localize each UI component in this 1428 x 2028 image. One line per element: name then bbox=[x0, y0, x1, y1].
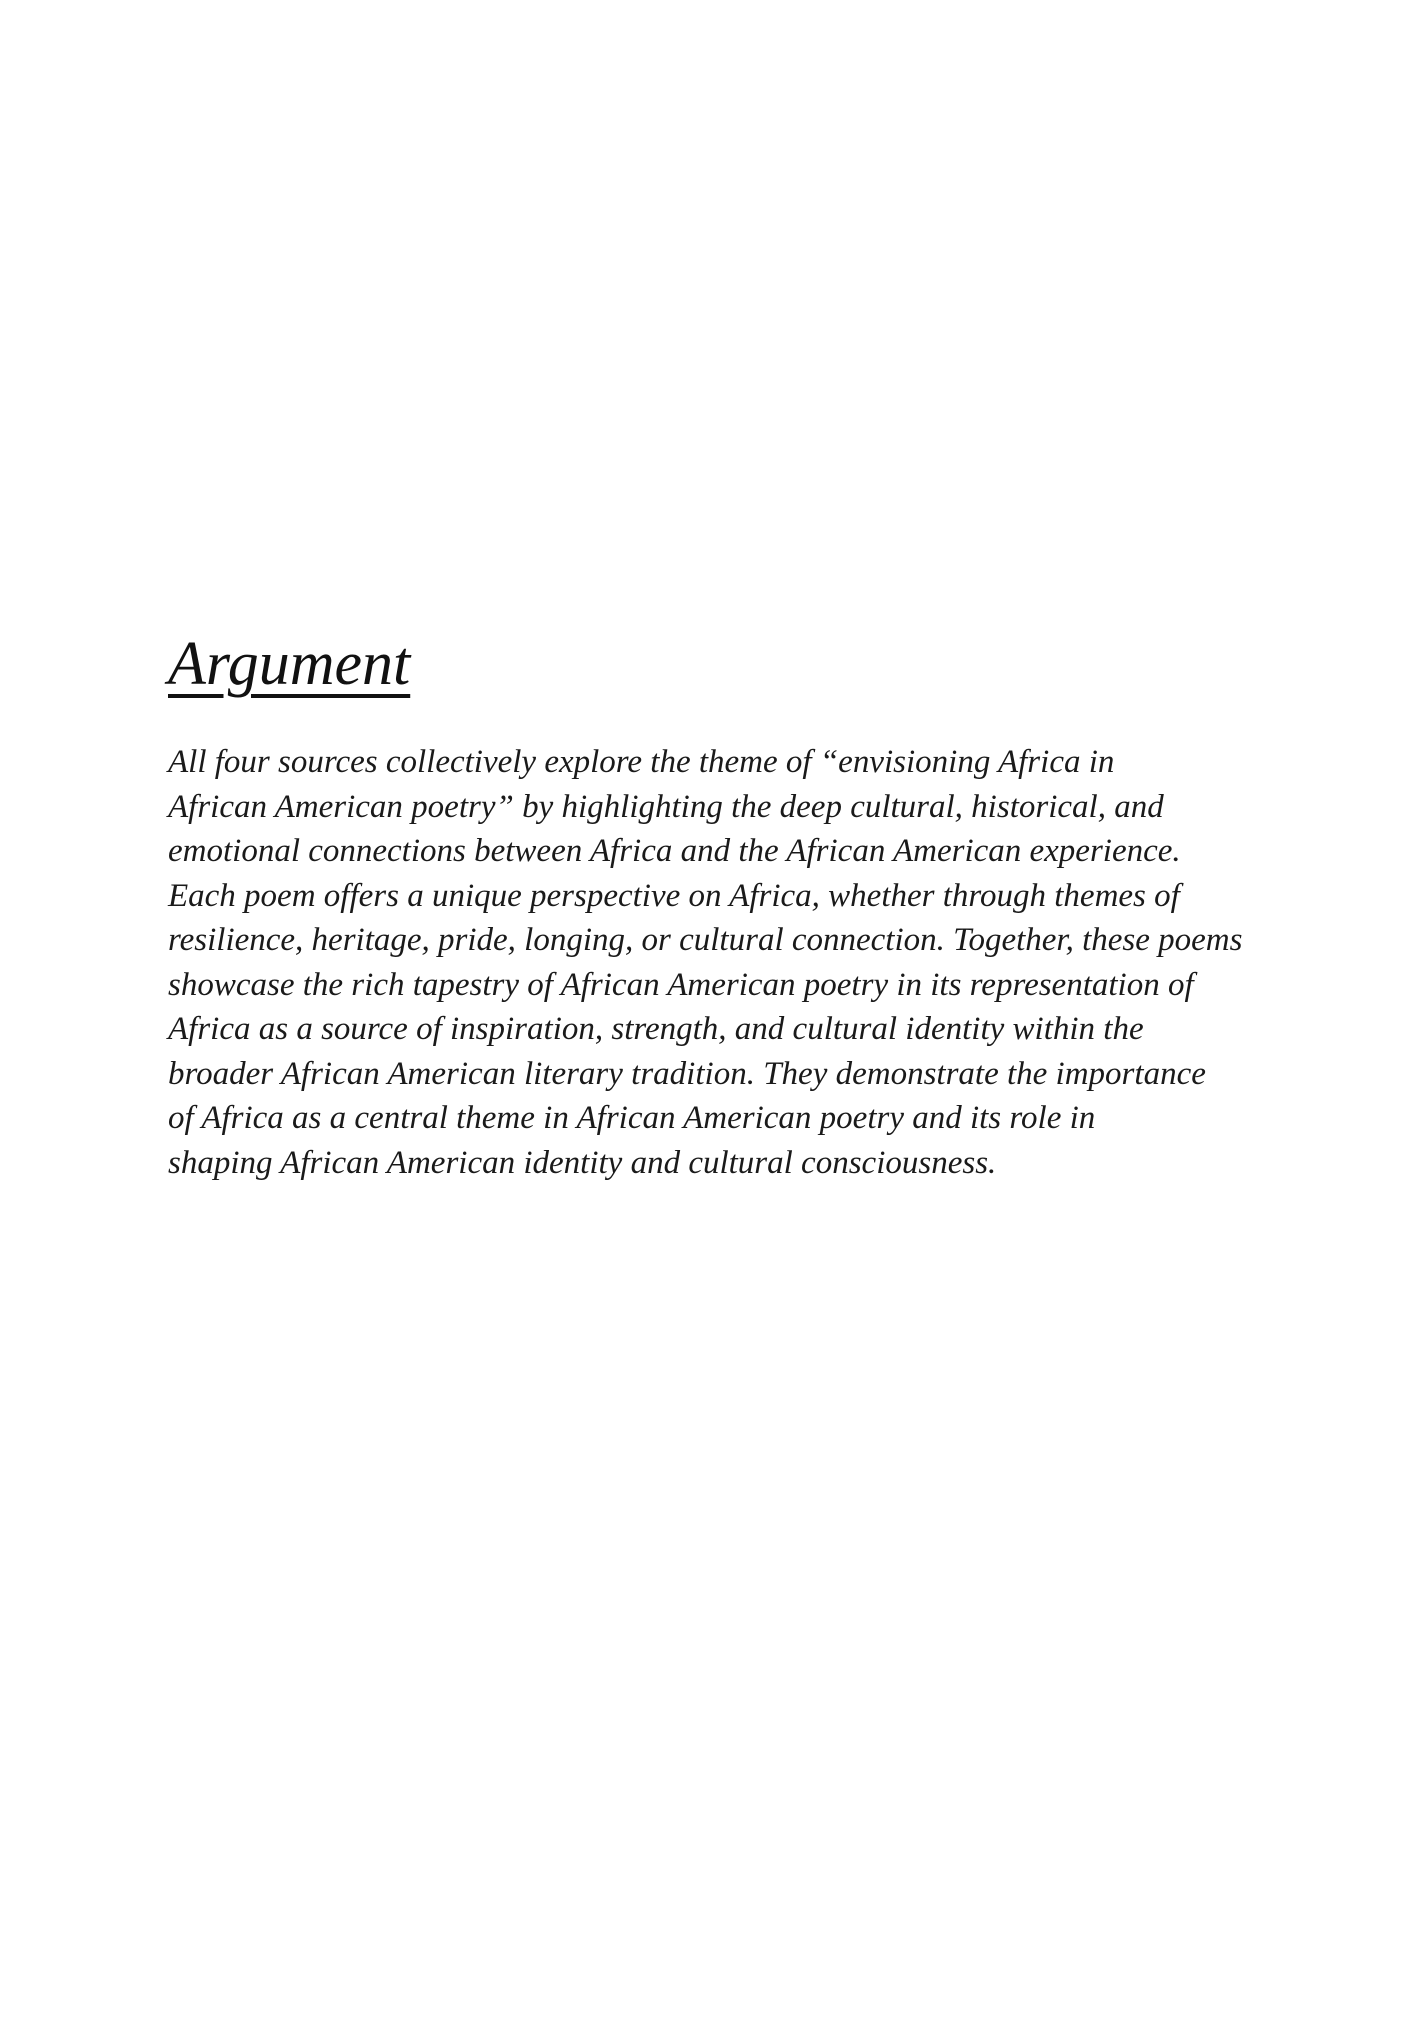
paragraph-line: shaping African American identity and cultural consciousness. bbox=[168, 1144, 997, 1181]
paragraph-line: African American poetry” by highlighting the deep cultural, historical, and bbox=[168, 788, 1164, 825]
paragraph-line: All four sources collectively explore the theme of “envisioning Africa in bbox=[168, 744, 1115, 780]
argument-paragraph bbox=[168, 740, 1268, 1185]
paragraph-line: Africa as a source of inspiration, strength, and cultural identity within the bbox=[168, 1011, 1144, 1047]
paragraph-line: Each poem offers a unique perspective on Africa, whether through themes of bbox=[168, 877, 1180, 914]
paragraph-line: resilience, heritage, pride, longing, or cultural connection. Together, these poems bbox=[168, 922, 1243, 958]
paragraph-line: emotional connections between Africa and the African American experience. bbox=[168, 833, 1181, 869]
paragraph-line: showcase the rich tapestry of African American poetry in its representation of bbox=[168, 966, 1194, 1003]
paragraph-line: of Africa as a central theme in African American poetry and its role in bbox=[168, 1100, 1096, 1136]
section-heading: Argument bbox=[168, 630, 411, 698]
paragraph-line: broader African American literary tradition. They demonstrate the importance bbox=[168, 1055, 1206, 1092]
